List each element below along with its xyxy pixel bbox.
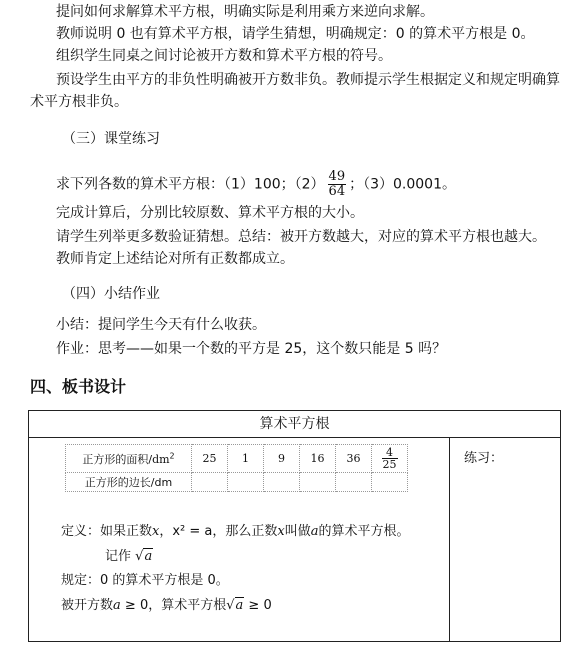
- fraction-denominator: 64: [328, 184, 346, 199]
- fraction-numerator: 49: [328, 169, 346, 184]
- table-cell: [228, 473, 264, 492]
- exercise-line: [56, 170, 456, 199]
- side-row-header: 正方形的边长/dm: [66, 473, 192, 492]
- sqrt-symbol: √a: [135, 549, 153, 564]
- exercise-prefix: 求下列各数的算术平方根：（1）100；（2）: [56, 176, 325, 193]
- practice-line-4: 教师肯定上述结论对所有正数都成立。: [56, 251, 294, 267]
- section-4-title: 四、板书设计: [30, 377, 127, 396]
- area-side-table: [65, 444, 408, 492]
- fraction-49-64: [328, 170, 347, 199]
- board-divider: [449, 438, 450, 641]
- notation-line: 记作 √a: [105, 549, 153, 564]
- table-row: [66, 473, 408, 492]
- summary-heading: （四）小结作业: [62, 286, 160, 302]
- table-cell: 1: [228, 445, 264, 473]
- table-cell: [372, 473, 408, 492]
- paragraph-4-line-1: 预设学生由平方的非负性明确被开方数非负。教师提示学生根据定义和规定明确算: [56, 72, 560, 88]
- table-cell-fraction: $\frac{4}{25}$: [372, 445, 408, 473]
- table-row: [66, 445, 408, 473]
- practice-line-3: 请学生列举更多数验证猜想。总结：被开方数越大，对应的算术平方根也越大。: [56, 229, 546, 245]
- table-cell: [336, 473, 372, 492]
- table-cell: [192, 473, 228, 492]
- exercise-suffix: ；（3）0.0001。: [349, 176, 456, 193]
- area-row-header: 正方形的面积$/dm^2$: [66, 445, 192, 473]
- blackboard-design: [28, 410, 561, 642]
- sqrt-symbol: √a: [226, 598, 244, 613]
- table-cell: 16: [300, 445, 336, 473]
- board-title: 算术平方根: [29, 411, 560, 438]
- practice-line-2: 完成计算后，分别比较原数、算术平方根的大小。: [56, 205, 364, 221]
- summary-line-1: 小结：提问学生今天有什么收获。: [56, 317, 266, 333]
- table-cell: [264, 473, 300, 492]
- table-cell: [300, 473, 336, 492]
- board-practice-label: 练习：: [464, 451, 504, 466]
- practice-heading: （三）课堂练习: [62, 131, 160, 147]
- paragraph-3: 组织学生同桌之间讨论被开方数和算术平方根的符号。: [56, 48, 392, 64]
- table-cell: 9: [264, 445, 300, 473]
- paragraph-1: 提问如何求解算术平方根，明确实际是利用乘方来逆向求解。: [56, 4, 434, 20]
- table-cell: 36: [336, 445, 372, 473]
- rule-line: 规定：0 的算术平方根是 0。: [61, 573, 229, 588]
- paragraph-2: 教师说明 0 也有算术平方根，请学生猜想，明确规定：0 的算术平方根是 0。: [56, 26, 535, 42]
- paragraph-4-line-2: 术平方根非负。: [30, 94, 128, 110]
- condition-line: 被开方数a ≥ 0，算术平方根√a ≥ 0: [61, 598, 272, 613]
- definition-line: 定义：如果正数x，x² = a，那么正数x叫做a的算术平方根。: [61, 524, 410, 539]
- table-cell: 25: [192, 445, 228, 473]
- summary-line-2: 作业：思考——如果一个数的平方是 25，这个数只能是 5 吗？: [56, 341, 447, 357]
